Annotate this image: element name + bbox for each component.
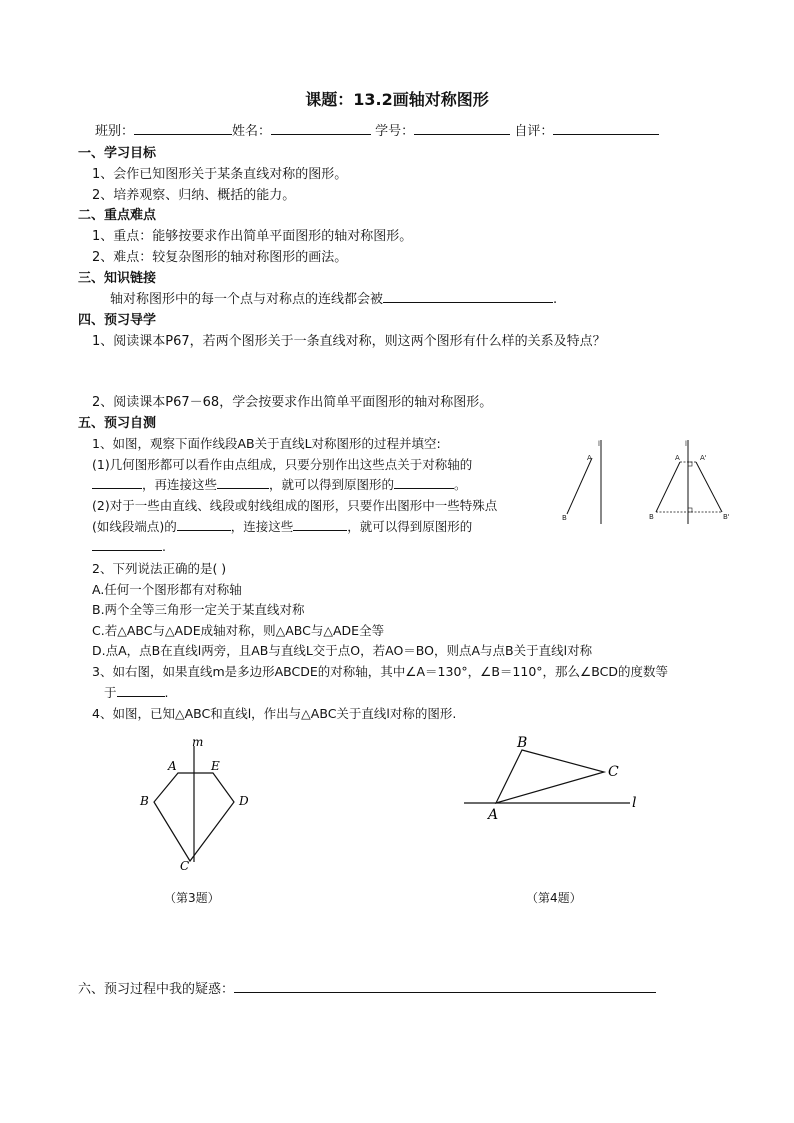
label-a: A [587,454,592,462]
name-field[interactable] [271,122,371,135]
key-point-1: 1、重点：能够按要求作出简单平面图形的轴对称图形。 [92,229,413,244]
label-d: D [239,794,249,808]
q1-blank-5[interactable] [293,518,347,531]
label-l: l [598,440,600,448]
class-field[interactable] [134,122,232,135]
section-heading-doubts: 六、预习过程中我的疑惑： [78,982,235,997]
section-heading-preview-guide: 四、预习导学 [78,313,157,328]
knowledge-line [110,288,557,307]
q1-text-3: 。 [454,477,467,492]
q1-blank-2[interactable] [217,476,269,489]
label-e: E [211,759,220,773]
eval-label: 自评： [514,124,554,139]
q1-blank-6[interactable] [92,538,162,551]
q1-blank-1[interactable] [92,476,142,489]
page-title: 课题：13.2画轴对称图形 [305,90,489,109]
label-c: C [608,764,619,780]
goal-item-2: 2、培养观察、归纳、概括的能力。 [92,188,296,203]
section-heading-goals: 一、学习目标 [78,146,157,161]
figure-symmetric-construction [642,436,742,528]
test-q1-part1a: (1)几何图形都可以看作由点组成，只要分别作出这些点关于对称轴的 [92,457,473,472]
knowledge-blank[interactable] [383,290,553,303]
right-angle-mark-bottom [688,508,692,512]
label-c: C [180,859,190,873]
q1-text-4: (如线段端点)的 [92,519,177,534]
caption-q4: （第4题） [526,891,582,905]
q1-blank-3[interactable] [394,476,454,489]
test-q4: 4、如图，已知△ABC和直线l，作出与△ABC关于直线l对称的图形. [92,706,457,721]
label-l: l [632,795,637,811]
right-angle-mark-top [688,462,692,466]
class-label: 班别： [95,124,135,139]
name-label: 姓名： [232,124,272,139]
q2-option-b: B.两个全等三角形一定关于某直线对称 [92,602,305,617]
section-heading-knowledge: 三、知识链接 [78,271,157,286]
doubts-field[interactable] [234,980,656,993]
test-q2-intro: 2、下列说法正确的是( ) [92,561,227,576]
id-label: 学号： [375,124,415,139]
test-q1-intro: 1、如图，观察下面作线段AB关于直线L对称图形的过程并填空: [92,436,441,451]
eval-field[interactable] [553,122,659,135]
q1-blank-4[interactable] [177,518,231,531]
segment-ab [567,458,592,514]
goal-item-1: 1、会作已知图形关于某条直线对称的图形。 [92,167,348,182]
label-a: A [168,759,177,773]
figure-q3-polygon [128,730,268,874]
test-q1-part2a: (2)对于一些由直线、线段或射线组成的图形，只要作出图形中一些特殊点 [92,498,498,513]
label-b: B [140,794,149,808]
label-b-prime: B' [723,513,730,521]
doubts-line [78,978,656,997]
figure-q4-triangle [460,728,646,824]
label-m: m [192,735,204,749]
label-l: l [685,440,687,448]
guide-question-2: 2、阅读课本P67－68，学会按要求作出简单平面图形的轴对称图形。 [92,395,493,410]
q2-option-a: A.任何一个图形都有对称轴 [92,582,242,597]
test-q3-line2 [104,683,169,701]
id-field[interactable] [414,122,510,135]
test-q1-part1b [92,475,467,493]
label-a: A [488,807,499,823]
label-a-prime: A' [700,454,707,462]
knowledge-period: . [553,292,558,307]
q3-blank[interactable] [117,684,165,697]
header-row [95,120,659,139]
caption-q3: （第3题） [164,891,220,905]
q1-text-1: ，再连接这些 [142,477,218,492]
figure-segment-ab [558,436,618,528]
q2-option-c: C.若△ABC与△ADE成轴对称，则△ABC与△ADE全等 [92,623,385,638]
label-b: B [649,513,654,521]
q2-option-d: D.点A，点B在直线l两旁，且AB与直线L交于点O，若AO＝BO，则点A与点B关于直线l对称 [92,643,593,658]
test-q3-line1: 3、如右图，如果直线m是多边形ABCDE的对称轴，其中∠A＝130°，∠B＝110°，那么∠BCD的度数等 [92,664,668,679]
test-q1-part2b [92,517,472,535]
knowledge-text: 轴对称图形中的每一个点与对称点的连线都会被 [110,292,384,307]
q1-text-7: . [162,539,166,554]
label-a: A [675,454,680,462]
segment-a2b2 [696,462,722,512]
section-heading-key-points: 二、重点难点 [78,208,157,223]
q1-text-2: ，就可以得到原图形的 [269,477,395,492]
q1-text-6: ，就可以得到原图形的 [347,519,473,534]
q1-text-5: ，连接这些 [230,519,294,534]
label-b: B [562,514,567,522]
test-q1-part2c [92,538,166,554]
segment-ab [656,462,680,512]
label-b: B [517,735,528,751]
triangle-abc [496,750,604,803]
q3-text-2: . [164,685,169,700]
section-heading-self-test: 五、预习自测 [78,416,157,431]
key-point-2: 2、难点：较复杂图形的轴对称图形的画法。 [92,250,348,265]
guide-question-1: 1、阅读课本P67，若两个图形关于一条直线对称，则这两个图形有什么样的关系及特点？ [92,334,606,349]
q3-text-1: 于 [104,685,117,700]
